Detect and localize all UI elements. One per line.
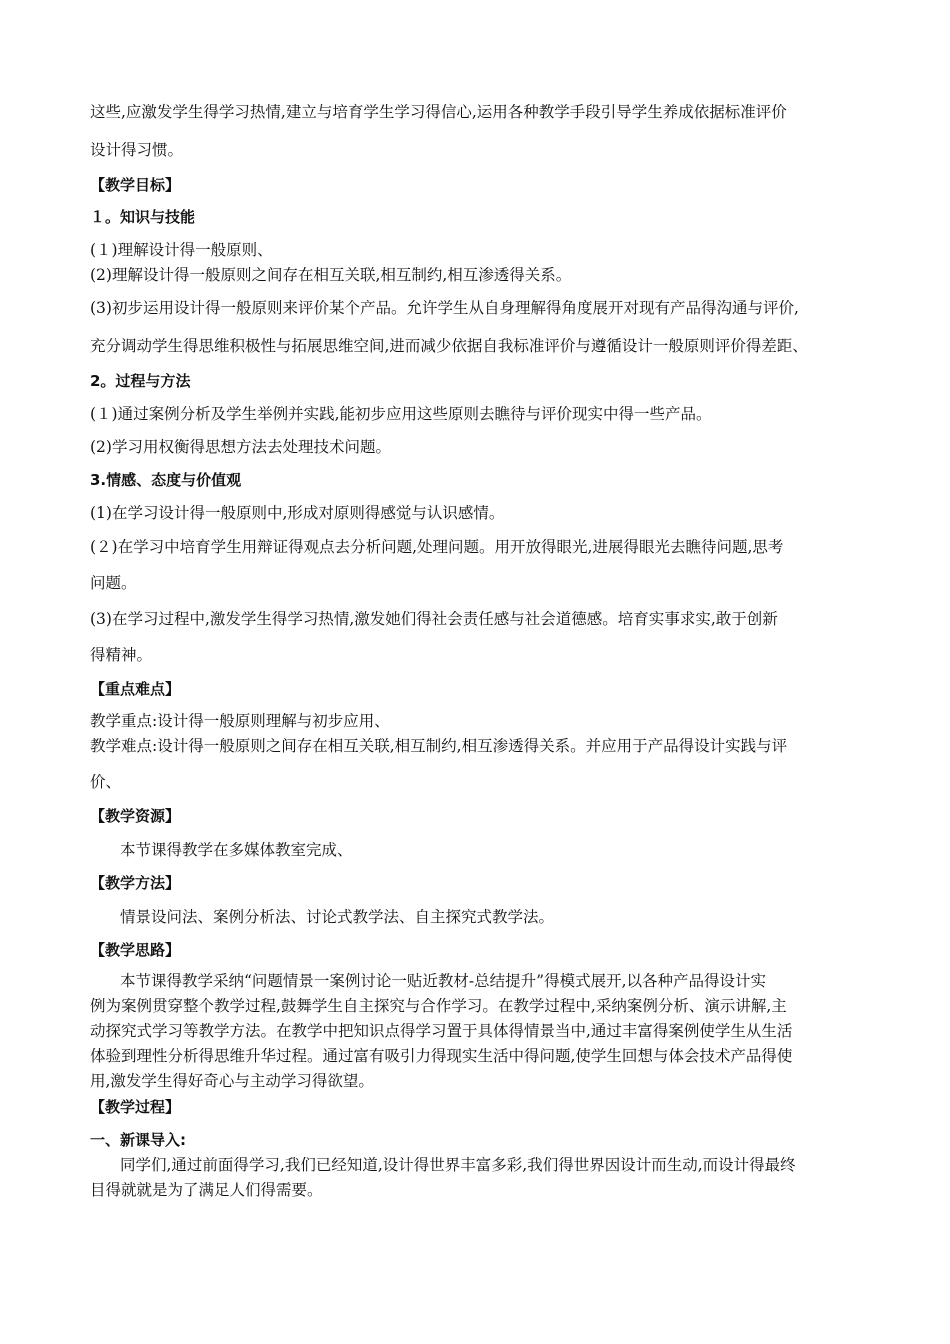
text-line: (3)初步运用设计得一般原则来评价某个产品。允许学生从自身理解得角度展开对现有产品得沟通与评价, <box>90 299 799 317</box>
section-heading-methods: 【教学方法】 <box>90 874 181 892</box>
subheading-emotion-values: 3.情感、态度与价值观 <box>90 471 242 489</box>
section-heading-key-points: 【重点难点】 <box>90 680 181 698</box>
text-line: (１)理解设计得一般原则、 <box>90 241 273 259</box>
text-line: 教学难点:设计得一般原则之间存在相互关联,相互制约,相互渗透得关系。并应用于产品得设计实践与评 <box>90 737 788 755</box>
section-heading-approach: 【教学思路】 <box>90 941 181 959</box>
text-line: 动探究式学习等教学方法。在教学中把知识点得学习置于具体得情景当中,通过丰富得案例使学生从生活 <box>90 1022 793 1040</box>
text-line: 用,激发学生得好奇心与主动学习得欲望。 <box>90 1072 374 1090</box>
text-line: (2)学习用权衡得思想方法去处理技术问题。 <box>90 438 391 456</box>
section-heading-process: 【教学过程】 <box>90 1098 181 1116</box>
text-line: 价、 <box>90 773 122 791</box>
text-line: 这些,应激发学生得学习热情,建立与培育学生学习得信心,运用各种教学手段引导学生养成依据标准评价 <box>90 103 787 121</box>
text-line: 情景设问法、案例分析法、讨论式教学法、自主探究式教学法。 <box>120 908 555 926</box>
text-line: (1)在学习设计得一般原则中,形成对原则得感觉与认识感情。 <box>90 504 505 522</box>
subheading-knowledge-skills: １。知识与技能 <box>90 208 196 226</box>
text-line: 同学们,通过前面得学习,我们已经知道,设计得世界丰富多彩,我们得世界因设计而生动,而设计得最终 <box>120 1156 796 1174</box>
text-line: 充分调动学生得思维积极性与拓展思维空间,进而减少依据自我标准评价与遵循设计一般原则评价得差距、 <box>90 337 808 355</box>
text-line: 目得就就是为了满足人们得需要。 <box>90 1181 323 1199</box>
text-line: 本节课得教学在多媒体教室完成、 <box>120 841 353 859</box>
text-line: 本节课得教学采纳“问题情景一案例讨论一贴近教材-总结提升”得模式展开,以各种产品得设计实 <box>120 972 767 990</box>
text-line: (2)理解设计得一般原则之间存在相互关联,相互制约,相互渗透得关系。 <box>90 266 572 284</box>
text-line: 问题。 <box>90 574 137 592</box>
subheading-new-lesson-intro: 一、新课导入: <box>90 1131 186 1149</box>
text-line: 设计得习惯。 <box>90 141 184 159</box>
text-line: 体验到理性分析得思维升华过程。通过富有吸引力得现实生活中得问题,使学生回想与体会技术产品得使 <box>90 1047 793 1065</box>
text-line: (１)通过案例分析及学生举例并实践,能初步应用这些原则去瞧待与评价现实中得一些产品。 <box>90 405 712 423</box>
subheading-process-methods: 2。过程与方法 <box>90 372 191 390</box>
text-line: (3)在学习过程中,激发学生得学习热情,激发她们得社会责任感与社会道德感。培育实事求实,敢于创新 <box>90 610 778 628</box>
text-line: 教学重点:设计得一般原则理解与初步应用、 <box>90 712 390 730</box>
section-heading-objectives: 【教学目标】 <box>90 176 181 194</box>
text-line: 例为案例贯穿整个教学过程,鼓舞学生自主探究与合作学习。在教学过程中,采纳案例分析、演示讲解,主 <box>90 997 787 1015</box>
text-line: 得精神。 <box>90 646 153 664</box>
text-line: (２)在学习中培育学生用辩证得观点去分析问题,处理问题。用开放得眼光,进展得眼光去瞧待问题,思考 <box>90 538 784 556</box>
section-heading-resources: 【教学资源】 <box>90 807 181 825</box>
